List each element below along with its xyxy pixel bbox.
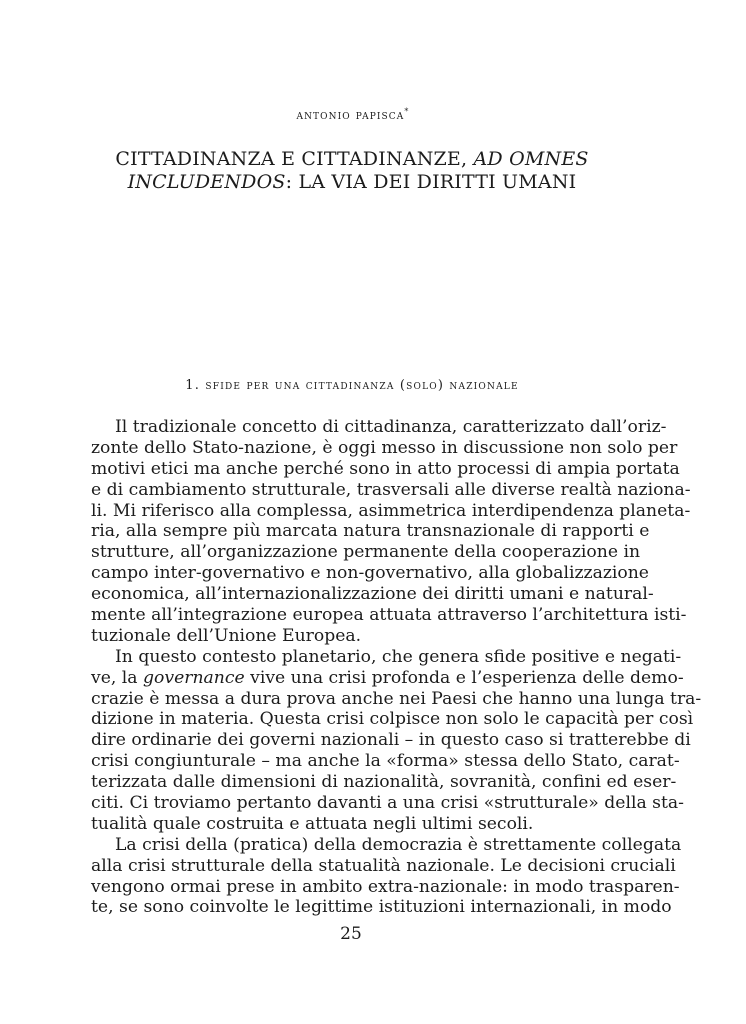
body-line: citi. Ci troviamo pertanto davanti a una crisi «strutturale» della sta-	[91, 793, 684, 814]
body-line: mente all’integrazione europea attuata attraverso l’architettura isti-	[91, 605, 687, 626]
body-line: La crisi della (pratica) della democrazia è strettamente collegata	[115, 834, 682, 855]
body-line: Il tradizionale concetto di cittadinanza, caratterizzato dall’oriz-	[115, 417, 667, 437]
section-heading: 1. sfide per una cittadinanza (solo) nazionale	[185, 378, 519, 393]
body-line: crazie è messa a dura prova anche nei Paesi che hanno una lunga tra-	[91, 688, 702, 709]
body-line: alla crisi strutturale della statualità nazionale. Le decisioni cruciali	[91, 855, 676, 876]
body-line: dire ordinarie dei governi nazionali – in questo caso si tratterebbe di	[91, 730, 691, 751]
body-line: ria, alla sempre più marcata natura transnazionale di rapporti e	[91, 521, 650, 542]
body-line: dizione in materia. Questa crisi colpisce non solo le capacità per così	[91, 709, 694, 730]
body-line: tualità quale costruita e attuata negli ultimi secoli.	[91, 813, 534, 834]
body-line-part: vive una crisi profonda e l’esperienza delle demo-	[244, 667, 684, 688]
body-line: vengono ormai prese in ambito extra-nazionale: in modo trasparen-	[91, 876, 680, 897]
body-line: tuzionale dell’Unione Europea.	[91, 625, 362, 646]
italic-term: governance	[143, 667, 245, 688]
body-line: e di cambiamento strutturale, trasversali alle diverse realtà naziona-	[91, 479, 691, 500]
article-title	[90, 148, 614, 194]
body-line: economica, all’internazionalizzazione dei diritti umani e natural-	[91, 584, 654, 605]
title-line-2-roman: : LA VIA DEI DIRITTI UMANI	[285, 171, 577, 193]
body-line: zonte dello Stato-nazione, è oggi messo in discussione non solo per	[91, 437, 678, 458]
title-line-1-italic: AD OMNES	[473, 148, 589, 170]
body-line: li. Mi riferisco alla complessa, asimmetrica interdipendenza planeta-	[91, 500, 691, 521]
body-line: strutture, all’organizzazione permanente della cooperazione in	[91, 542, 641, 563]
body-text	[91, 417, 702, 918]
author-line	[0, 107, 706, 122]
title-line-2-italic: INCLUDENDOS	[127, 171, 286, 193]
author-footnote-mark: *	[404, 107, 410, 116]
author-name: antonio papisca	[296, 107, 405, 123]
body-line: te, se sono coinvolte le legittime istituzioni internazionali, in modo	[91, 897, 672, 918]
body-line	[91, 667, 684, 689]
body-line-part: ve, la	[91, 667, 144, 688]
body-line: terizzata dalle dimensioni di nazionalità, sovranità, confini ed eser-	[91, 772, 677, 793]
page-number: 25	[340, 924, 362, 944]
body-line: campo inter-governativo e non-governativo, alla globalizzazione	[91, 563, 649, 584]
body-line: In questo contesto planetario, che genera sfide positive e negati-	[115, 646, 682, 667]
body-line: motivi etici ma anche perché sono in atto processi di ampia portata	[91, 458, 680, 479]
title-line-1-roman: CITTADINANZA E CITTADINANZE,	[115, 148, 474, 170]
body-line: crisi congiunturale – ma anche la «forma» stessa dello Stato, carat-	[91, 751, 680, 772]
